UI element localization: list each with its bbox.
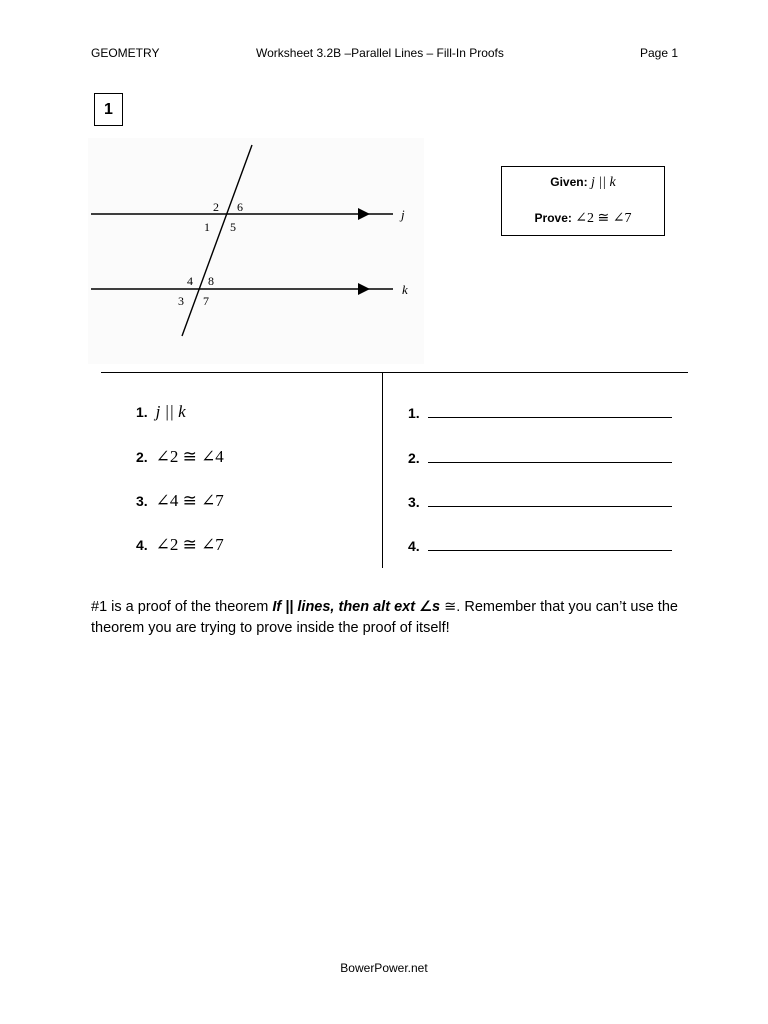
given-row: [502, 175, 664, 191]
arrow-j-icon: [358, 208, 370, 220]
prove-label: Prove:: [534, 211, 572, 225]
transversal-line: [182, 145, 252, 336]
statement-text: ∠2 ≅ ∠4: [155, 447, 224, 466]
arrow-k-icon: [358, 283, 370, 295]
header-title: Worksheet 3.2B –Parallel Lines – Fill-In Proofs: [256, 46, 504, 60]
reason-number: 2.: [408, 450, 420, 466]
statement-number: 4.: [136, 537, 148, 553]
reason-number: 4.: [408, 538, 420, 554]
reason-number: 1.: [408, 405, 420, 421]
reason-row: [408, 537, 672, 554]
reason-blank[interactable]: [428, 537, 672, 551]
angle-label-3: 3: [178, 294, 184, 308]
statement-row: [136, 447, 224, 467]
prove-row: [502, 210, 664, 227]
statement-row: [136, 535, 224, 555]
proof-table-divider: [382, 372, 383, 568]
header-page-number: Page 1: [640, 46, 679, 60]
given-label: Given:: [550, 175, 588, 189]
statement-number: 1.: [136, 404, 148, 420]
note-theorem: If || lines, then alt ext ∠s: [272, 599, 441, 615]
line-k-label: k: [402, 282, 408, 297]
angle-label-7: 7: [203, 294, 209, 308]
reason-blank[interactable]: [428, 404, 672, 418]
reason-blank[interactable]: [428, 493, 672, 507]
statement-row: [136, 402, 186, 422]
reason-blank[interactable]: [428, 449, 672, 463]
angle-label-5: 5: [230, 220, 236, 234]
given-value: j || k: [590, 175, 616, 190]
given-prove-box: [501, 166, 665, 236]
reason-row: [408, 449, 672, 466]
header-subject: GEOMETRY: [91, 46, 160, 60]
statement-number: 3.: [136, 493, 148, 509]
problem-number: 1: [104, 100, 113, 118]
theorem-note: [91, 597, 691, 639]
angle-label-8: 8: [208, 274, 214, 288]
prove-value: ∠2 ≅ ∠7: [575, 211, 632, 226]
angle-label-2: 2: [213, 200, 219, 214]
note-intro: #1 is a proof of the theorem: [91, 599, 273, 615]
reason-row: [408, 404, 672, 421]
statement-row: [136, 491, 224, 511]
statement-text: j || k: [155, 402, 186, 421]
footer-site: BowerPower.net: [340, 961, 428, 975]
line-j-label: j: [401, 207, 405, 222]
reason-number: 3.: [408, 494, 420, 510]
proof-table-top-rule: [101, 372, 688, 373]
angle-label-4: 4: [187, 274, 193, 288]
note-rest: ≅. Remember that you can’t use the theorem you are trying to prove inside the proof of itself!: [91, 599, 678, 636]
statement-text: ∠4 ≅ ∠7: [155, 491, 224, 510]
reason-row: [408, 493, 672, 510]
problem-number-box: [94, 93, 123, 126]
angle-label-6: 6: [237, 200, 243, 214]
statement-text: ∠2 ≅ ∠7: [155, 535, 224, 554]
parallel-lines-diagram: [88, 138, 424, 364]
angle-label-1: 1: [204, 220, 210, 234]
statement-number: 2.: [136, 449, 148, 465]
